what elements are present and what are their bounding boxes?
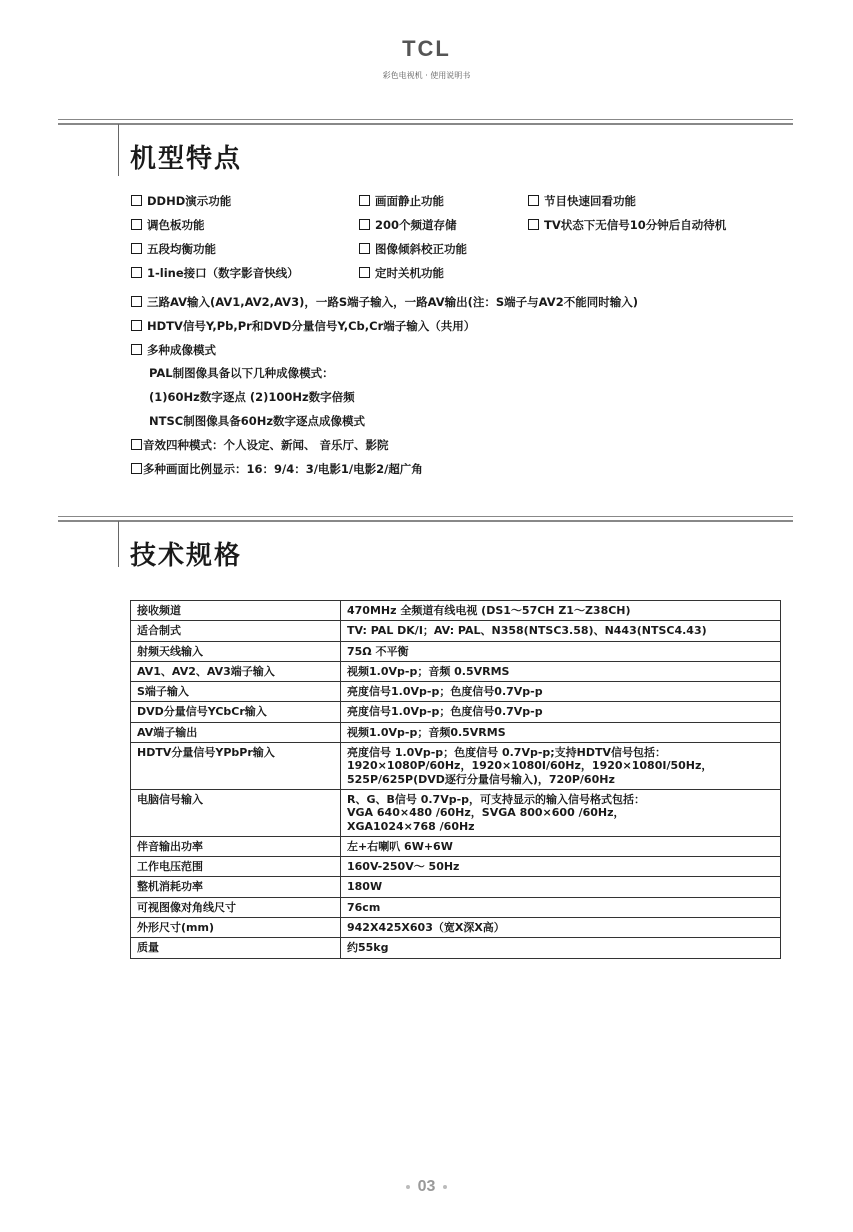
spec-value: 942X425X603（宽X深X高） (341, 918, 781, 938)
table-row (131, 621, 781, 641)
table-row (131, 897, 781, 917)
spec-label: 可视图像对角线尺寸 (131, 897, 341, 917)
table-row (131, 601, 781, 621)
spec-label: AV1、AV2、AV3端子输入 (131, 661, 341, 681)
section-title-specs: 技术规格 (130, 541, 243, 571)
dot-icon (443, 1185, 447, 1189)
checkbox-icon (359, 195, 370, 206)
feature-item: 五段均衡功能 (131, 242, 216, 256)
checkbox-icon (359, 267, 370, 278)
spec-value: 180W (341, 877, 781, 897)
table-row (131, 877, 781, 897)
spec-value: 75Ω 不平衡 (341, 641, 781, 661)
spec-label: AV端子输出 (131, 722, 341, 742)
spec-label: 伴音输出功率 (131, 836, 341, 856)
spec-label: 整机消耗功率 (131, 877, 341, 897)
table-row (131, 722, 781, 742)
spec-value: 470MHz 全频道有线电视 (DS1～57CH Z1～Z38CH) (341, 601, 781, 621)
table-row (131, 661, 781, 681)
checkbox-icon (131, 439, 142, 450)
feature-item: 图像倾斜校正功能 (359, 242, 467, 256)
brand-logo: TCL (402, 36, 451, 61)
checkbox-icon (359, 243, 370, 254)
table-row (131, 789, 781, 836)
feature-item: 多种成像模式 (131, 343, 216, 357)
spec-label: 电脑信号输入 (131, 789, 341, 836)
spec-value: 亮度信号1.0Vp-p；色度信号0.7Vp-p (341, 682, 781, 702)
spec-label: HDTV分量信号YPbPr输入 (131, 743, 341, 790)
spec-label: 适合制式 (131, 621, 341, 641)
spec-table (130, 600, 781, 959)
spec-label: 外形尺寸(mm) (131, 918, 341, 938)
table-row (131, 918, 781, 938)
section-divider (58, 119, 793, 120)
section-title-features: 机型特点 (130, 144, 243, 174)
page-number: 03 (0, 1178, 853, 1196)
checkbox-icon (131, 195, 142, 206)
checkbox-icon (131, 219, 142, 230)
table-row (131, 836, 781, 856)
heading-bar (118, 521, 119, 567)
feature-subitem: PAL制图像具备以下几种成像模式： (149, 366, 334, 380)
feature-item: 1-line接口（数字影音快线） (131, 266, 299, 280)
spec-value: 左+右喇叭 6W+6W (341, 836, 781, 856)
table-row (131, 682, 781, 702)
manual-subtitle: 彩色电视机 · 使用说明书 (382, 71, 471, 80)
spec-label: S端子输入 (131, 682, 341, 702)
feature-item: 音效四种模式：个人设定、新闻、 音乐厅、影院 (131, 438, 389, 452)
feature-item: TV状态下无信号10分钟后自动待机 (528, 218, 726, 232)
heading-bar (118, 124, 119, 176)
checkbox-icon (528, 195, 539, 206)
feature-item: 节目快速回看功能 (528, 194, 636, 208)
feature-item: DDHD演示功能 (131, 194, 231, 208)
feature-item: 200个频道存储 (359, 218, 457, 232)
feature-item: 调色板功能 (131, 218, 205, 232)
checkbox-icon (359, 219, 370, 230)
section-divider (58, 516, 793, 517)
table-row (131, 641, 781, 661)
feature-item: 多种画面比例显示：16：9/4：3/电影1/电影2/超广角 (131, 462, 423, 476)
feature-subitem: NTSC制图像具备60Hz数字逐点成像模式 (149, 414, 366, 428)
table-row (131, 857, 781, 877)
checkbox-icon (131, 243, 142, 254)
spec-label: DVD分量信号YCbCr输入 (131, 702, 341, 722)
table-row (131, 702, 781, 722)
checkbox-icon (131, 296, 142, 307)
checkbox-icon (528, 219, 539, 230)
spec-value: 160V-250V～ 50Hz (341, 857, 781, 877)
feature-subitem: (1)60Hz数字逐点 (2)100Hz数字倍频 (149, 390, 355, 404)
checkbox-icon (131, 320, 142, 331)
feature-item: 定时关机功能 (359, 266, 444, 280)
spec-value: 76cm (341, 897, 781, 917)
spec-value: 亮度信号1.0Vp-p；色度信号0.7Vp-p (341, 702, 781, 722)
spec-label: 射频天线输入 (131, 641, 341, 661)
spec-value: 约55kg (341, 938, 781, 958)
section-divider (58, 520, 793, 522)
table-row (131, 938, 781, 958)
checkbox-icon (131, 344, 142, 355)
feature-item: 三路AV输入(AV1,AV2,AV3)，一路S端子输入，一路AV输出(注：S端子与AV2不能同时输入) (131, 295, 638, 309)
spec-value: 视频1.0Vp-p；音频 0.5VRMS (341, 661, 781, 681)
checkbox-icon (131, 267, 142, 278)
spec-value: R、G、B信号 0.7Vp-p，可支持显示的输入信号格式包括： VGA 640×480 /60Hz，SVGA 800×600 /60Hz， XGA1024×768 /60Hz (341, 789, 781, 836)
spec-value: TV: PAL DK/I；AV: PAL、N358(NTSC3.58)、N443(NTSC4.43) (341, 621, 781, 641)
dot-icon (406, 1185, 410, 1189)
spec-label: 工作电压范围 (131, 857, 341, 877)
spec-value: 视频1.0Vp-p；音频0.5VRMS (341, 722, 781, 742)
spec-value: 亮度信号 1.0Vp-p；色度信号 0.7Vp-p;支持HDTV信号包括： 1920×1080P/60Hz，1920×1080I/60Hz，1920×1080I/50Hz， 525P/625P(DVD逐行分量信号输入)，720P/60Hz (341, 743, 781, 790)
spec-label: 质量 (131, 938, 341, 958)
section-divider (58, 123, 793, 125)
feature-item: HDTV信号Y,Pb,Pr和DVD分量信号Y,Cb,Cr端子输入（共用） (131, 319, 475, 333)
table-row (131, 743, 781, 790)
checkbox-icon (131, 463, 142, 474)
spec-label: 接收频道 (131, 601, 341, 621)
feature-item: 画面静止功能 (359, 194, 444, 208)
